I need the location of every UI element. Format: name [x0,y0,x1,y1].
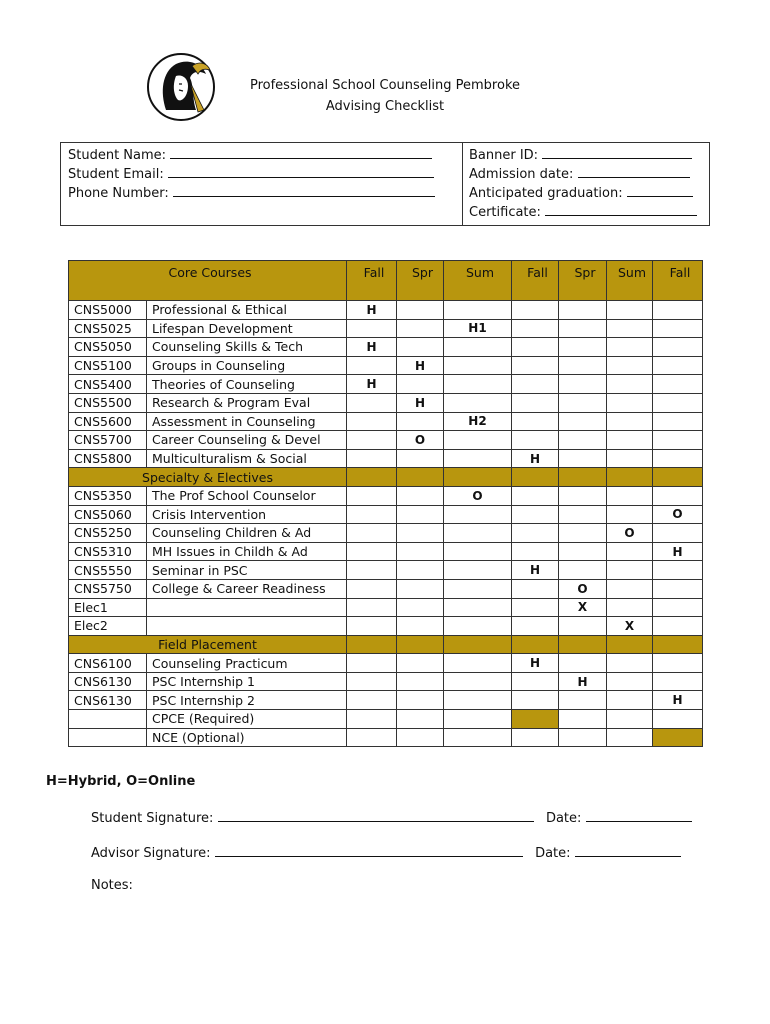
header-term: Fall [512,261,559,301]
term-cell[interactable] [559,561,607,580]
term-cell[interactable] [444,431,512,450]
admission-date-field[interactable] [578,165,690,178]
section-filler-cell [397,635,444,654]
course-code: CNS5600 [69,412,147,431]
course-name: The Prof School Counselor [147,486,347,505]
term-cell[interactable] [512,505,559,524]
section-filler-cell [512,635,559,654]
term-cell[interactable] [512,319,559,338]
term-cell[interactable] [607,449,653,468]
course-code: CNS5050 [69,338,147,357]
term-cell[interactable] [653,524,703,543]
document-title: Professional School Counseling Pembroke [249,78,521,93]
banner-id-field[interactable] [542,146,692,159]
section-filler-cell [347,468,397,487]
document-subtitle: Advising Checklist [325,99,445,114]
term-cell[interactable]: O [444,486,512,505]
term-cell[interactable] [347,617,397,636]
term-cell[interactable]: H [653,542,703,561]
student-date-label: Date: [545,811,582,826]
section-filler-cell [559,635,607,654]
course-code: CNS5700 [69,431,147,450]
admission-date-label: Admission date: [469,167,574,182]
course-row [69,301,703,320]
term-cell[interactable] [512,672,559,691]
course-code: CNS5025 [69,319,147,338]
term-cell[interactable] [607,710,653,729]
course-row [69,505,703,524]
term-cell[interactable]: H1 [444,319,512,338]
course-row [69,449,703,468]
term-cell[interactable] [653,654,703,673]
course-name: Counseling Practicum [147,654,347,673]
exam-name: NCE (Optional) [147,728,347,747]
term-cell[interactable] [559,542,607,561]
section-filler-cell [607,468,653,487]
term-cell[interactable] [653,319,703,338]
term-cell[interactable] [559,356,607,375]
term-cell[interactable] [512,393,559,412]
header-term: Fall [653,261,703,301]
term-cell[interactable] [512,338,559,357]
section-filler-cell [347,635,397,654]
student-signature-field[interactable] [218,809,534,822]
term-cell[interactable] [559,617,607,636]
term-cell[interactable]: H [347,301,397,320]
term-cell[interactable] [653,617,703,636]
term-cell[interactable] [607,412,653,431]
term-cell[interactable]: O [397,431,444,450]
course-name: Seminar in PSC [147,561,347,580]
advisor-date-label: Date: [535,846,571,861]
student-info-left [68,146,435,203]
term-cell[interactable] [397,617,444,636]
header-term: Fall [347,261,397,301]
course-name: Professional & Ethical [147,301,347,320]
term-cell[interactable] [607,672,653,691]
term-cell[interactable] [559,301,607,320]
course-code: CNS5800 [69,449,147,468]
term-cell[interactable] [512,431,559,450]
course-row [69,617,703,636]
term-cell[interactable] [397,710,444,729]
course-name: Research & Program Eval [147,393,347,412]
course-row [69,524,703,543]
term-cell[interactable] [444,524,512,543]
term-cell[interactable]: H [512,654,559,673]
course-code: CNS5350 [69,486,147,505]
field-section-header-title: Field Placement [69,635,347,654]
term-cell[interactable] [397,486,444,505]
course-row [69,654,703,673]
course-row [69,319,703,338]
legend: H=Hybrid, O=Online [46,774,196,789]
term-cell[interactable] [559,431,607,450]
term-cell[interactable]: H2 [444,412,512,431]
term-cell[interactable] [653,356,703,375]
term-cell[interactable] [607,691,653,710]
course-code: CNS5100 [69,356,147,375]
course-name: Theories of Counseling [147,375,347,394]
term-cell[interactable] [444,598,512,617]
course-code: CNS5500 [69,393,147,412]
section-filler-cell [559,468,607,487]
term-cell[interactable] [347,654,397,673]
term-cell[interactable] [512,524,559,543]
course-row [69,431,703,450]
section-filler-cell [512,468,559,487]
term-cell[interactable] [347,579,397,598]
term-cell[interactable] [512,617,559,636]
course-row [69,561,703,580]
course-row [69,356,703,375]
term-cell[interactable] [444,710,512,729]
advisor-signature-field[interactable] [215,844,523,857]
term-cell[interactable] [347,486,397,505]
course-code: CNS5550 [69,561,147,580]
section-filler-cell [653,468,703,487]
section-filler-cell [444,468,512,487]
term-cell[interactable] [607,542,653,561]
certificate-field[interactable] [545,203,697,216]
term-cell[interactable] [347,542,397,561]
course-name: Counseling Children & Ad [147,524,347,543]
term-cell[interactable]: H [653,691,703,710]
term-cell[interactable]: H [347,338,397,357]
course-name: Groups in Counseling [147,356,347,375]
advisor-signature-label: Advisor Signature: [91,846,211,861]
term-cell[interactable] [347,672,397,691]
term-cell[interactable] [347,505,397,524]
term-cell[interactable] [444,301,512,320]
section-filler-cell [607,635,653,654]
term-cell[interactable] [347,393,397,412]
term-cell[interactable] [444,393,512,412]
anticipated-graduation-label: Anticipated graduation: [469,186,623,201]
term-cell[interactable] [559,375,607,394]
term-cell[interactable] [512,375,559,394]
term-cell[interactable] [559,691,607,710]
info-divider [462,143,463,225]
course-row [69,375,703,394]
term-cell[interactable] [559,319,607,338]
term-cell[interactable] [512,598,559,617]
term-cell[interactable] [347,431,397,450]
term-cell[interactable]: H [559,672,607,691]
term-cell[interactable] [607,431,653,450]
term-cell[interactable]: X [559,598,607,617]
term-cell[interactable] [347,561,397,580]
student-name-label: Student Name: [68,148,167,163]
exam-code-cell [69,728,147,747]
term-cell[interactable]: O [607,524,653,543]
term-cell[interactable] [653,301,703,320]
student-signature-label: Student Signature: [91,811,214,826]
term-cell[interactable] [444,728,512,747]
phone-number-field[interactable] [173,184,435,197]
term-cell[interactable] [397,728,444,747]
student-email-label: Student Email: [68,167,164,182]
course-name [147,617,347,636]
term-cell[interactable]: H [397,356,444,375]
term-cell[interactable] [512,728,559,747]
course-name: Counseling Skills & Tech [147,338,347,357]
exam-name: CPCE (Required) [147,710,347,729]
course-row [69,579,703,598]
term-cell[interactable]: X [607,617,653,636]
term-cell[interactable] [444,449,512,468]
term-cell[interactable] [444,561,512,580]
term-cell[interactable] [607,375,653,394]
term-cell[interactable] [397,412,444,431]
course-code: CNS6130 [69,691,147,710]
course-name: Multiculturalism & Social [147,449,347,468]
term-cell[interactable] [444,579,512,598]
term-cell[interactable] [653,598,703,617]
term-cell[interactable] [347,319,397,338]
student-email-field[interactable] [168,165,434,178]
header-term: Sum [607,261,653,301]
exam-row [69,710,703,729]
term-cell[interactable] [653,412,703,431]
table-header-row [69,261,703,301]
term-cell[interactable] [397,449,444,468]
term-cell[interactable] [397,505,444,524]
exam-code-cell [69,710,147,729]
student-info-box [60,142,710,226]
course-name: Lifespan Development [147,319,347,338]
term-cell[interactable]: H [512,561,559,580]
term-cell[interactable] [444,542,512,561]
course-name [147,598,347,617]
header-term: Spr [397,261,444,301]
student-date-field[interactable] [586,809,692,822]
header-term: Spr [559,261,607,301]
term-cell[interactable] [444,617,512,636]
course-row [69,672,703,691]
term-cell[interactable] [512,579,559,598]
course-row [69,598,703,617]
term-cell[interactable] [397,691,444,710]
term-cell[interactable] [347,449,397,468]
term-cell[interactable] [653,393,703,412]
term-cell[interactable] [559,393,607,412]
course-code: CNS5310 [69,542,147,561]
course-name: Career Counseling & Devel [147,431,347,450]
term-cell[interactable] [653,710,703,729]
exam-row [69,728,703,747]
term-cell[interactable] [512,301,559,320]
term-cell[interactable] [607,486,653,505]
term-cell[interactable]: O [559,579,607,598]
term-cell[interactable] [397,542,444,561]
term-cell[interactable] [397,319,444,338]
course-row [69,412,703,431]
term-cell[interactable] [653,375,703,394]
course-name: Crisis Intervention [147,505,347,524]
course-code: Elec1 [69,598,147,617]
term-cell[interactable] [397,375,444,394]
term-cell[interactable] [653,561,703,580]
term-cell[interactable]: H [397,393,444,412]
course-name: College & Career Readiness [147,579,347,598]
course-row [69,542,703,561]
term-cell[interactable] [397,561,444,580]
course-row [69,486,703,505]
term-cell[interactable] [559,710,607,729]
course-row [69,338,703,357]
term-cell[interactable] [397,338,444,357]
term-cell[interactable] [512,710,559,729]
term-cell[interactable] [607,654,653,673]
course-row [69,393,703,412]
term-cell[interactable] [653,579,703,598]
course-code: CNS5750 [69,579,147,598]
advisor-signature-line [91,844,681,861]
term-cell[interactable] [444,375,512,394]
term-cell[interactable] [653,449,703,468]
term-cell[interactable] [607,393,653,412]
term-cell[interactable] [653,431,703,450]
course-name: PSC Internship 1 [147,672,347,691]
section-filler-cell [397,468,444,487]
term-cell[interactable] [607,356,653,375]
anticipated-graduation-field[interactable] [627,184,693,197]
notes-label: Notes: [91,878,133,893]
term-cell[interactable] [559,449,607,468]
term-cell[interactable] [653,486,703,505]
term-cell[interactable] [397,598,444,617]
course-name: PSC Internship 2 [147,691,347,710]
course-code: CNS6100 [69,654,147,673]
course-name: MH Issues in Childh & Ad [147,542,347,561]
header-core-courses: Core Courses [69,261,347,301]
specialty-section-header [69,468,703,487]
term-cell[interactable] [559,505,607,524]
phone-number-label: Phone Number: [68,186,169,201]
term-cell[interactable] [347,524,397,543]
term-cell[interactable] [512,486,559,505]
term-cell[interactable] [653,672,703,691]
term-cell[interactable] [559,338,607,357]
term-cell[interactable] [444,654,512,673]
section-filler-cell [444,635,512,654]
term-cell[interactable] [397,654,444,673]
term-cell[interactable] [607,319,653,338]
term-cell[interactable] [347,356,397,375]
student-info-right [469,146,697,222]
term-cell[interactable]: H [512,449,559,468]
term-cell[interactable] [653,728,703,747]
term-cell[interactable] [559,654,607,673]
term-cell[interactable] [347,691,397,710]
term-cell[interactable] [397,301,444,320]
header-term: Sum [444,261,512,301]
term-cell[interactable] [559,412,607,431]
course-code: Elec2 [69,617,147,636]
term-cell[interactable] [444,672,512,691]
term-cell[interactable] [607,505,653,524]
term-cell[interactable] [653,338,703,357]
field-section-header [69,635,703,654]
term-cell[interactable] [512,542,559,561]
term-cell[interactable] [559,524,607,543]
term-cell[interactable] [347,728,397,747]
term-cell[interactable] [559,728,607,747]
certificate-label: Certificate: [469,205,541,220]
student-name-field[interactable] [170,146,432,159]
course-code: CNS5250 [69,524,147,543]
term-cell[interactable] [444,356,512,375]
term-cell[interactable] [607,338,653,357]
term-cell[interactable] [444,338,512,357]
term-cell[interactable] [347,710,397,729]
term-cell[interactable] [397,579,444,598]
term-cell[interactable] [559,486,607,505]
term-cell[interactable]: H [347,375,397,394]
term-cell[interactable] [512,691,559,710]
advisor-date-field[interactable] [575,844,681,857]
course-code: CNS5000 [69,301,147,320]
course-code: CNS6130 [69,672,147,691]
term-cell[interactable] [444,691,512,710]
term-cell[interactable] [397,524,444,543]
course-row [69,691,703,710]
banner-id-label: Banner ID: [469,148,539,163]
term-cell[interactable] [607,728,653,747]
course-code: CNS5060 [69,505,147,524]
specialty-section-header-title: Specialty & Electives [69,468,347,487]
section-filler-cell [653,635,703,654]
term-cell[interactable] [607,598,653,617]
term-cell[interactable] [607,301,653,320]
term-cell[interactable] [607,561,653,580]
course-code: CNS5400 [69,375,147,394]
term-cell[interactable] [444,505,512,524]
course-checklist-table [68,260,703,747]
term-cell[interactable] [512,356,559,375]
term-cell[interactable]: O [653,505,703,524]
term-cell[interactable] [347,598,397,617]
term-cell[interactable] [512,412,559,431]
term-cell[interactable] [397,672,444,691]
term-cell[interactable] [347,412,397,431]
term-cell[interactable] [607,579,653,598]
student-signature-line [91,809,692,826]
course-name: Assessment in Counseling [147,412,347,431]
